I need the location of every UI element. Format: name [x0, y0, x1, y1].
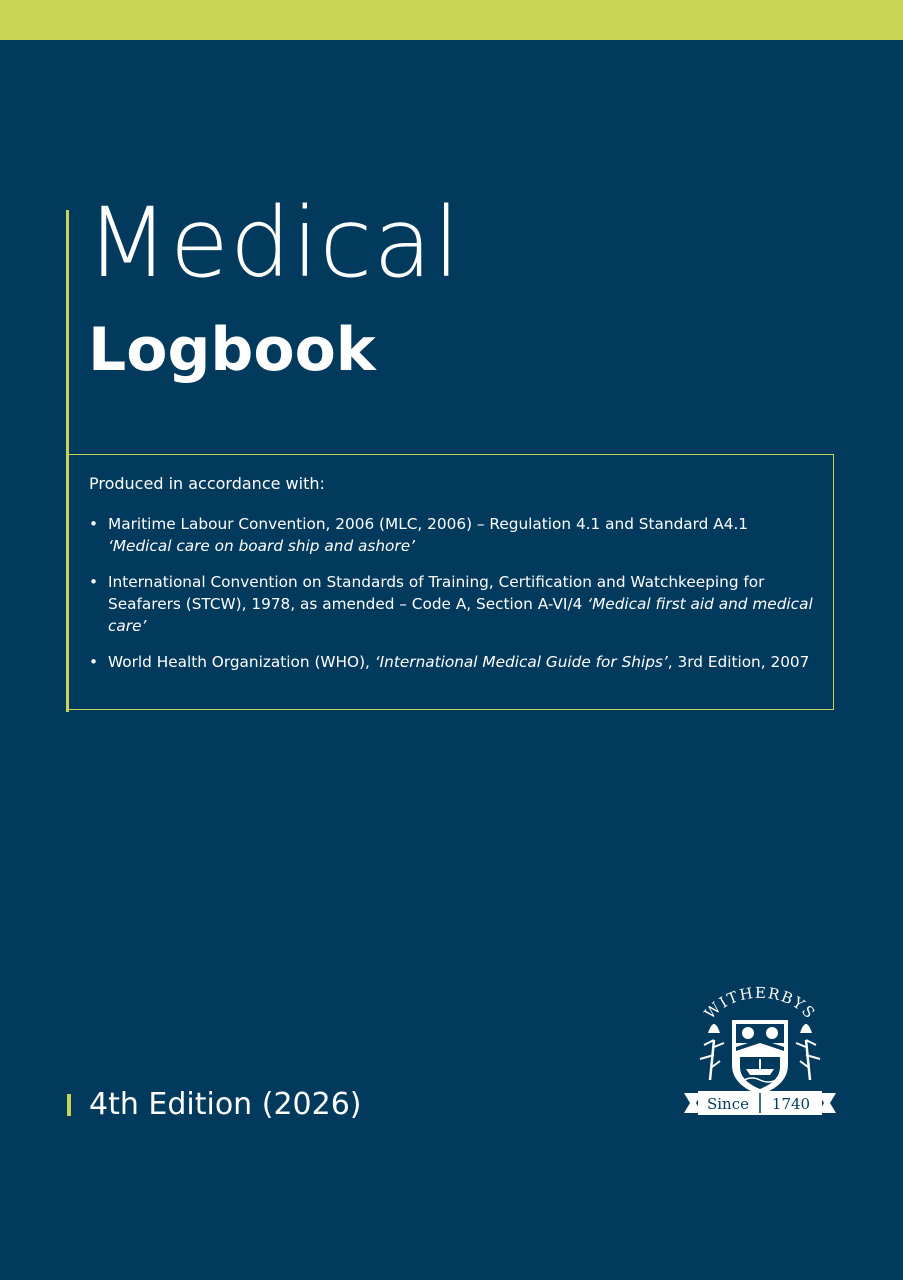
top-accent-band [0, 0, 903, 40]
witherbys-crest-icon [680, 985, 840, 1120]
cover-title: Medical [86, 187, 461, 299]
compliance-item [89, 571, 814, 637]
compliance-item [89, 513, 814, 557]
compliance-item-text: International Convention on Standards of Training, Certification and Watchkeeping for Seafarers (STCW), 1978, as amended – Code A, Section A-VI/4 [108, 573, 765, 613]
svg-text:WITHERBYS [701, 985, 819, 1023]
publisher-name: WITHERBYS [700, 985, 820, 1023]
bullet-icon: • [89, 653, 99, 671]
cover-subtitle: Logbook [88, 315, 376, 385]
publisher-year: 1740 [771, 1095, 811, 1113]
compliance-list [89, 513, 814, 687]
bullet-icon: • [89, 573, 99, 591]
compliance-item-title: ‘Medical first aid and medical care’ [108, 595, 813, 635]
publisher-since-label: Since [706, 1095, 750, 1113]
compliance-item-title: ‘International Medical Guide for Ships’ [374, 653, 668, 671]
compliance-item-title: ‘Medical care on board ship and ashore’ [108, 537, 415, 555]
compliance-item-tail: , 3rd Edition, 2007 [667, 653, 810, 671]
compliance-item-text: World Health Organization (WHO), [108, 653, 370, 671]
compliance-item-text: Maritime Labour Convention, 2006 (MLC, 2006) – Regulation 4.1 and Standard A4.1 [108, 515, 749, 533]
compliance-box [69, 454, 834, 710]
edition-label: 4th Edition (2026) [89, 1087, 362, 1122]
edition-accent-bar [67, 1094, 71, 1116]
compliance-intro: Produced in accordance with: [89, 474, 325, 493]
bullet-icon: • [89, 515, 99, 533]
compliance-item [89, 651, 814, 673]
